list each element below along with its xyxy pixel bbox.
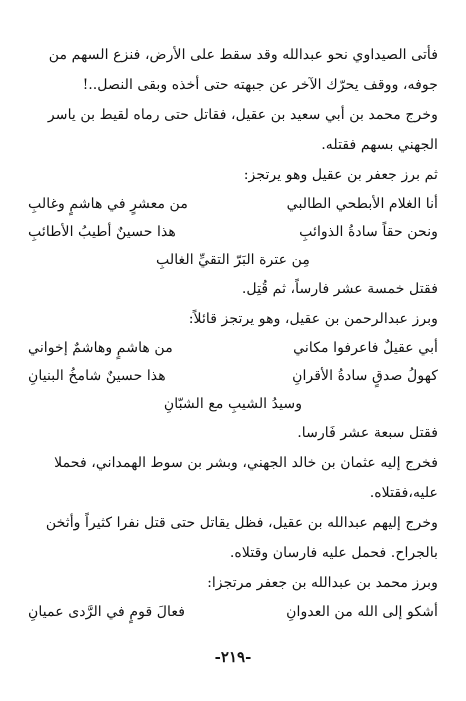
verse-line [28,334,438,362]
verse-hemistich-second: هذا حسينٌ شامخُ البنيانِ [28,368,166,384]
verse-hemistich-first: أشكو إلى الله من العدوانِ [286,604,438,620]
text-line: وبرز عبدالرحمن بن عقيل، وهو يرتجز قائلاً: [188,311,438,327]
text-line: وبرز محمد بن عبدالله بن جعفر مرتجزا: [207,575,438,591]
verse-line [28,598,438,626]
text-line: فقتل خمسة عشر فارساً، ثم قُتِل. [241,281,438,297]
verse-hemistich-second: من معشرٍ في هاشمٍ وغالبِ [28,196,188,212]
verse-hemistich-second: من هاشمٍ وهاشمٌ إخواني [28,340,173,356]
text-line: جوفه، ووقف يحرّك الآخر عن جبهته حتى أخذه وبقى النصل..! [82,77,438,93]
verse-hemistich-first: أبي عقيلٌ فاعرفوا مكاني [293,340,438,356]
verse-hemistich-first: ونحن حقاً سادةُ الذوائبِ [299,224,438,240]
page-number: -٢١٩- [214,648,252,666]
text-line: فأتى الصيداوي نحو عبدالله وقد سقط على الأرض، فنزع السهم من [48,47,438,63]
verse-line [28,218,438,246]
verse-line [28,190,438,218]
verse-line-centered: مِن عترة البَرّ التقيِّ الغالبِ [155,252,311,268]
verse-line-centered: وسيدُ الشيبِ مع الشبّانِ [163,396,303,412]
verse-hemistich-second: فعالَ قومٍ في الرَّدى عميانِ [28,604,186,620]
text-line: فخرج إليه عثمان بن خالد الجهني، وبشر بن سوط الهمداني، فحملا [54,455,438,471]
text-line: فقتل سبعة عشر فَارسا. [297,425,438,441]
verse-hemistich-first: أنا الغلام الأبطحي الطالبي [286,196,438,212]
verse-hemistich-first: كهولُ صدقٍ سادةُ الأقرانِ [292,368,438,384]
text-line: عليه،فقتلاه. [369,485,438,501]
text-line: الجهني بسهم فقتله. [321,137,438,153]
text-line: بالجراح. فحمل عليه فارسان وقتلاه. [229,545,438,561]
text-line: وخرج إليهم عبدالله بن عقيل، فظل يقاتل حتى قتل نفرا كثيراً وأثخن [45,515,438,531]
text-line: ثم برز جعفر بن عقيل وهو يرتجز: [243,167,438,183]
text-line: وخرج محمد بن أبي سعيد بن عقيل، فقاتل حتى رماه لقيط بن ياسر [47,107,438,123]
verse-hemistich-second: هذا حسينٌ أطيبُ الأطائبِ [28,224,176,240]
verse-line [28,362,438,390]
